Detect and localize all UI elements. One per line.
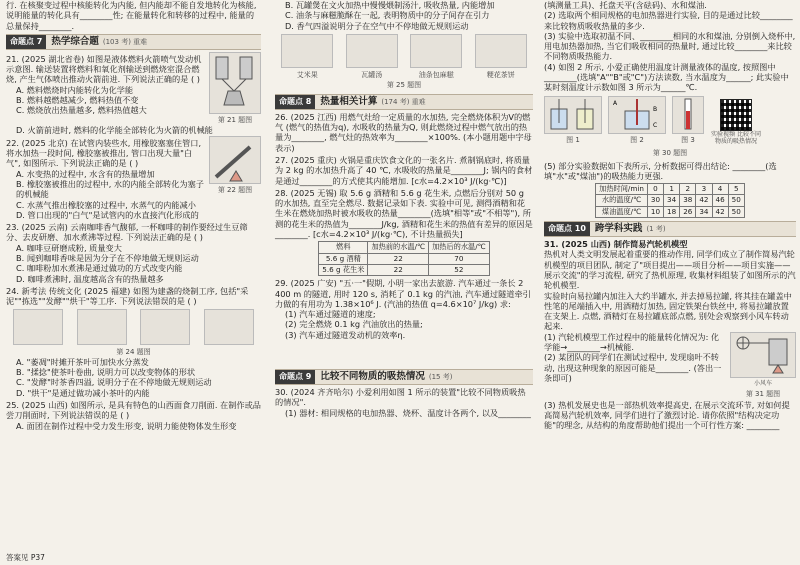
topic-number: 命题点 8 <box>275 95 315 109</box>
table-row <box>319 253 489 264</box>
topic-meta: (174 考) 重难 <box>381 97 426 106</box>
subquestion: (5) 部分实验数据如下表所示, 分析数据可得出结论: ________(选填"水"或"煤油")的吸热能力更强. <box>544 160 777 181</box>
thermometer-reading-image <box>608 96 666 134</box>
option: D. 管口出现的"白气"是试管内的水直接汽化形成的 <box>16 209 199 220</box>
food-label: 艾米果 <box>296 71 318 80</box>
food-image <box>346 34 398 68</box>
food-label: 油条包麻糍 <box>418 71 454 80</box>
qr-caption: 实验视频 比较不同物质的吸热情况 <box>711 131 761 146</box>
table-header: 加热时间/min <box>596 184 648 195</box>
text-line: (填测量工具)、托盘天平(含砝码)、水和煤油. <box>544 0 707 10</box>
figure-24 <box>6 309 261 345</box>
question-31-title: 31. (2025 山西) 制作简易汽轮机模型 <box>544 239 688 250</box>
figure-21 <box>206 52 261 126</box>
table-header: 5 <box>728 184 744 195</box>
qr-code-icon[interactable] <box>720 99 752 131</box>
table-cell: 水的温度/℃ <box>596 195 648 206</box>
option: A. 面团在制作过程中受力发生形变, 说明力能使物体发生形变 <box>16 420 237 431</box>
option: A. 水变热的过程中, 水含有的热量增加 <box>16 168 155 179</box>
table-cell: 5.6 g 花生米 <box>319 264 368 275</box>
topic-header-8 <box>275 94 533 110</box>
option: A. 燃料燃烧时内能转化为化学能 <box>16 84 134 95</box>
question-22: 22. (2025 北京) 在试管内装些水, 用橡胶塞塞住管口, 将水加热一段时间, 橡胶塞被推出, 管口出现大量"白气", 如图所示. 下列说法正确的是 ( ) <box>6 137 202 169</box>
question-26: 26. (2025 江西) 用燃气灶给一定质量的水加热, 完全燃烧体积为V的燃气 (燃气的热值为q), 水吸收的热量为Q, 则此燃烧过程中燃气放出的热量为________, 燃气灶的热效率为________×100%. (本小题用题中字母表示) <box>275 111 532 153</box>
table-cell: 10 <box>647 206 663 217</box>
topic-title: 跨学科实践 <box>594 222 643 234</box>
figure-label: 图 1 <box>566 135 580 144</box>
table-cell: 5.6 g 酒精 <box>319 253 368 264</box>
table-row <box>596 195 745 206</box>
subquestion: (1) 汽车通过隧道的速度; <box>285 309 376 320</box>
food-image-item <box>475 34 527 81</box>
table-header: 1 <box>664 184 680 195</box>
figure-25 <box>275 34 533 81</box>
figure-caption: 第 30 题图 <box>652 149 688 158</box>
tea-process-image <box>140 309 190 345</box>
table-cell: 42 <box>696 195 712 206</box>
table-cell: 50 <box>728 206 744 217</box>
option: C. "发酵"时茶香四溢, 说明分子在不停地做无规则运动 <box>16 377 212 388</box>
question-22-block <box>6 136 261 200</box>
topic-header-10 <box>544 221 796 237</box>
data-table-30 <box>595 183 745 218</box>
table-header: 0 <box>647 184 663 195</box>
option: D. 火箭前进时, 燃料的化学能全部转化为火箭的机械能 <box>16 125 213 136</box>
figure-caption: 第 25 题图 <box>386 81 422 90</box>
option: C. 燃烧放出热量越多, 燃料热值越大 <box>16 105 147 116</box>
subquestion: (3) 实验中选取初温不同、________相同的水和煤油, 分别倒入烧杯中, 用电加热器加热, 当它们吸收相同的热量时, 通过比较________来比较不同物质吸热能力. <box>544 30 796 62</box>
option: B. 瓦罐煲在文火加热中慢慢煨制汤汁, 吸收热量, 内能增加 <box>285 0 495 10</box>
table-row <box>596 206 745 217</box>
table-cell: 52 <box>429 264 490 275</box>
topic-meta: (103 考) 重难 <box>102 37 148 46</box>
test-tube-diagram <box>209 136 261 184</box>
figure-label: 图 3 <box>681 135 695 144</box>
topic-meta: (15 考) <box>428 372 453 381</box>
subquestion: (2) 选取两个相同规格的电加热器进行实验, 目的是通过比较________来比较物质吸收热量的多少. <box>544 10 793 31</box>
figure-label: 图 2 <box>630 135 644 144</box>
answer-space <box>275 340 533 366</box>
table-cell: 46 <box>712 195 728 206</box>
topic-title: 热学综合题 <box>51 35 99 47</box>
food-image-item <box>410 34 462 81</box>
table-header: 4 <box>712 184 728 195</box>
question-31-block <box>544 332 796 400</box>
option: D. 咖啡煮沸时, 温度越高含有的热量越多 <box>16 273 164 284</box>
tea-process-image <box>13 309 63 345</box>
paragraph: 实验时向易拉罐内加注入大约半罐水, 并去掉易拉罐, 将其挂在罐盖中性笔的尾端插入中, 用酒精灯加热, 固定铁架台铁丝中, 将易拉罐放置在支架上. 点燃, 酒精灯在易拉罐底部点燃, 别处会观察到小风车转动起来. <box>544 290 792 332</box>
topic-number: 命题点 10 <box>544 222 590 236</box>
table-cell: 煤油温度/℃ <box>596 206 648 217</box>
table-cell: 34 <box>696 206 712 217</box>
table-cell: 38 <box>680 195 696 206</box>
topic-number: 命题点 7 <box>6 35 46 49</box>
food-image <box>475 34 527 68</box>
column-middle <box>275 0 533 565</box>
option: D. 香气四溢说明分子在空气中不停地做无规则运动 <box>285 20 469 31</box>
option: D. "烘干"是通过做功减小茶叶的内能 <box>16 387 150 398</box>
food-label: 粳花茶饼 <box>486 71 515 80</box>
figure-30-1 <box>544 96 602 146</box>
option: C. 水蒸气推出橡胶塞的过程中, 水蒸气的内能减小 <box>16 199 196 210</box>
option: C. 咖啡粉加水煮沸是通过做功的方式改变内能 <box>16 263 183 274</box>
question-28: 28. (2025 无锡) 取 5.6 g 酒精和 5.6 g 花生米, 点燃后分别对 50 g 的水加热, 直至完全燃尽. 数据记录如下表. 实验中可见, 测得酒精和花生米在燃烧加热时被水吸收的热量________(选填"相等"或"不相等"), 所测的花生米的热值为________J/kg, 酒精和花生米的热值有差异的原因是________. [c水=4.2×10³ J/(kg·℃), 不计热量损失] <box>275 187 533 240</box>
thermometer-image <box>672 96 704 134</box>
question-25: 25. (2025 山西) 如图所示, 是具有特色的山西面食刀削面. 在制作或品尝刀削面时, 下列说法错误的是 ( ) <box>6 400 261 421</box>
option: C. 油条与麻糍脆酥在一起, 表明物质中的分子间存在引力 <box>285 10 490 21</box>
table-cell: 50 <box>728 195 744 206</box>
tea-process-image <box>204 309 254 345</box>
table-cell: 26 <box>680 206 696 217</box>
figure-caption: 第 21 题图 <box>217 116 253 125</box>
page-footer: 答案见 P37 <box>6 553 45 562</box>
question-27: 27. (2025 重庆) 火锅是重庆饮食文化的一张名片. 煮制锅底时, 将质量为 2 kg 的水加热升高了 40 ℃, 水吸收的热量是________J; 锅内的食材是通过________的方式使其内能增加. [c水=4.2×10³ J/(kg·℃)] <box>275 154 533 186</box>
qr-block[interactable] <box>710 99 762 145</box>
subquestion: (4) 如图 2 所示, 小爱正确使用温度计测量液体的温度, 按照图中________(选填"A""B"或"C")方法读数, 当水温度为______; 此实验中某时刻温度计示数如图 3 所示为______℃. <box>544 61 789 93</box>
question-23: 23. (2025 云南) 云南咖啡香气馥郁, 一杯咖啡的制作要经过生豆筛分、去皮研磨、加水煮沸等过程. 下列说法正确的是 ( ) <box>6 222 248 243</box>
option: B. 燃料越燃越减少, 燃料热值不变 <box>16 95 139 106</box>
svg-text:C: C <box>653 121 658 129</box>
intro-text: 行. 在核聚变过程中核能转化为内能, 但内能却不能自发地转化为核能, 说明能量的转化具有________性; 在能量转化和转移的过程中, 能量的总量保持________. <box>6 0 257 31</box>
topic-header-9 <box>275 369 533 385</box>
tea-process-image <box>77 309 127 345</box>
topic-title: 比较不同物质的吸热情况 <box>320 370 425 382</box>
option: B. 橡胶塞被推出的过程中, 水的内能全部转化为塞子的机械能 <box>16 178 204 200</box>
svg-text:B: B <box>653 105 658 113</box>
table-cell: 70 <box>429 253 490 264</box>
figure-30-2 <box>608 96 666 146</box>
food-image <box>281 34 333 68</box>
question-29: 29. (2025 广安) "五·一"假期, 小明一家出去旅游. 汽车通过一条长 2 400 m 的隧道, 用时 120 s, 消耗了 0.1 kg 的汽油, 汽车通过隧道牵引力做的有用功为 1.38×10⁶ J. (汽油的热值 q=4.6×10⁷ J/kg) 求: <box>275 278 531 309</box>
figure-caption: 第 31 题图 <box>745 390 781 399</box>
topic-header-7 <box>6 34 261 50</box>
subquestion: (1) 器材: 相同规格的电加热器、烧杯、温度计各两个, 以及________ <box>285 407 531 418</box>
table-cell: 22 <box>368 253 429 264</box>
food-image-item <box>281 34 333 81</box>
figure-22 <box>206 136 261 200</box>
question-21: 21. (2025 湖北省卷) 如图是液体燃料火箭喷气发动机示意图. 输送装置将燃料和氧化剂输送到燃烧室混合燃烧, 产生气体喷出推动火箭前进. 下列说法正确的是 ( ) <box>6 53 202 85</box>
question-24: 24. 新考法 传统文化 (2025 福建) 如图为建盏的烧制工序, 包括"采泥""拣选""发酵""烘干"等工序. 下列说法错误的是 ( ) <box>6 285 249 307</box>
subquestion: (3) 热机发展史也是一部热机效率提高史, 在展示交流环节, 对如何提高简易汽轮机效率, 同学们进行了激烈讨论. 请你依照"结构决定功能"的理念, 从结构的角度帮助他们提出一个可行性方案: ________ <box>544 399 790 431</box>
option: A. "萎凋"时摊开茶叶可加快水分蒸发 <box>16 356 149 367</box>
table-row <box>319 264 489 275</box>
table-cell: 30 <box>647 195 663 206</box>
option: A. 咖啡豆研磨成粉, 质量变大 <box>16 242 122 253</box>
figure-caption: 第 22 题图 <box>217 186 253 195</box>
column-left <box>6 0 261 565</box>
table-header: 3 <box>696 184 712 195</box>
data-table-28 <box>318 241 489 276</box>
subquestion: (3) 汽车通过隧道发动机的效率η. <box>285 329 406 340</box>
figure-label: 小风车 <box>753 380 772 388</box>
figure-30 <box>544 96 796 146</box>
paragraph: 热机对人类文明发展起着重要的推动作用, 同学们成立了制作简易汽轮机模型的项目团队, 制定了"项目提出——项目分析——项目实施——展示交流"的学习流程, 研究了热机原理, 收集材料组装了如图所示的汽轮机模型. <box>544 249 796 291</box>
subquestion: (1) 汽轮机模型工作过程中的能量转化情况为: 化学能→________→机械能. <box>544 331 720 353</box>
food-label: 瓦罐汤 <box>361 71 383 80</box>
figure-31 <box>727 332 796 400</box>
question-30: 30. (2024 齐齐哈尔) 小爱利用如图 1 所示的装置"比较不同物质吸热的情况". <box>275 387 526 408</box>
figure-30-3 <box>672 96 704 146</box>
table-cell: 22 <box>368 264 429 275</box>
food-image <box>410 34 462 68</box>
table-header: 加热前的水温/℃ <box>368 242 429 253</box>
heater-setup-image <box>544 96 602 134</box>
rocket-engine-diagram <box>209 52 261 114</box>
table-header: 加热后的水温/℃ <box>429 242 490 253</box>
table-header: 2 <box>680 184 696 195</box>
topic-meta: (1 考) <box>646 224 666 233</box>
subquestion: (2) 某团队的同学们在测试过程中, 发现扇叶不转动, 出现这种现象的原因可能是________. (答出一条即可) <box>544 352 722 383</box>
table-cell: 18 <box>664 206 680 217</box>
question-21-block <box>6 52 261 126</box>
topic-title: 热量相关计算 <box>320 95 378 107</box>
subquestion: (2) 完全燃烧 0.1 kg 汽油放出的热量; <box>285 319 423 330</box>
table-header: 燃料 <box>319 242 368 253</box>
food-image-item <box>346 34 398 81</box>
figure-caption: 第 24 题图 <box>116 347 151 356</box>
option: B. "揉捻"使茶叶卷曲, 说明力可以改变物体的形状 <box>16 367 196 378</box>
table-cell: 34 <box>664 195 680 206</box>
steam-turbine-model-image <box>730 332 796 378</box>
svg-text:A: A <box>613 99 618 107</box>
topic-number: 命题点 9 <box>275 370 315 384</box>
table-cell: 42 <box>712 206 728 217</box>
option: B. 闻到咖啡香味是因为分子在不停地做无规则运动 <box>16 253 199 264</box>
column-right <box>544 0 796 565</box>
